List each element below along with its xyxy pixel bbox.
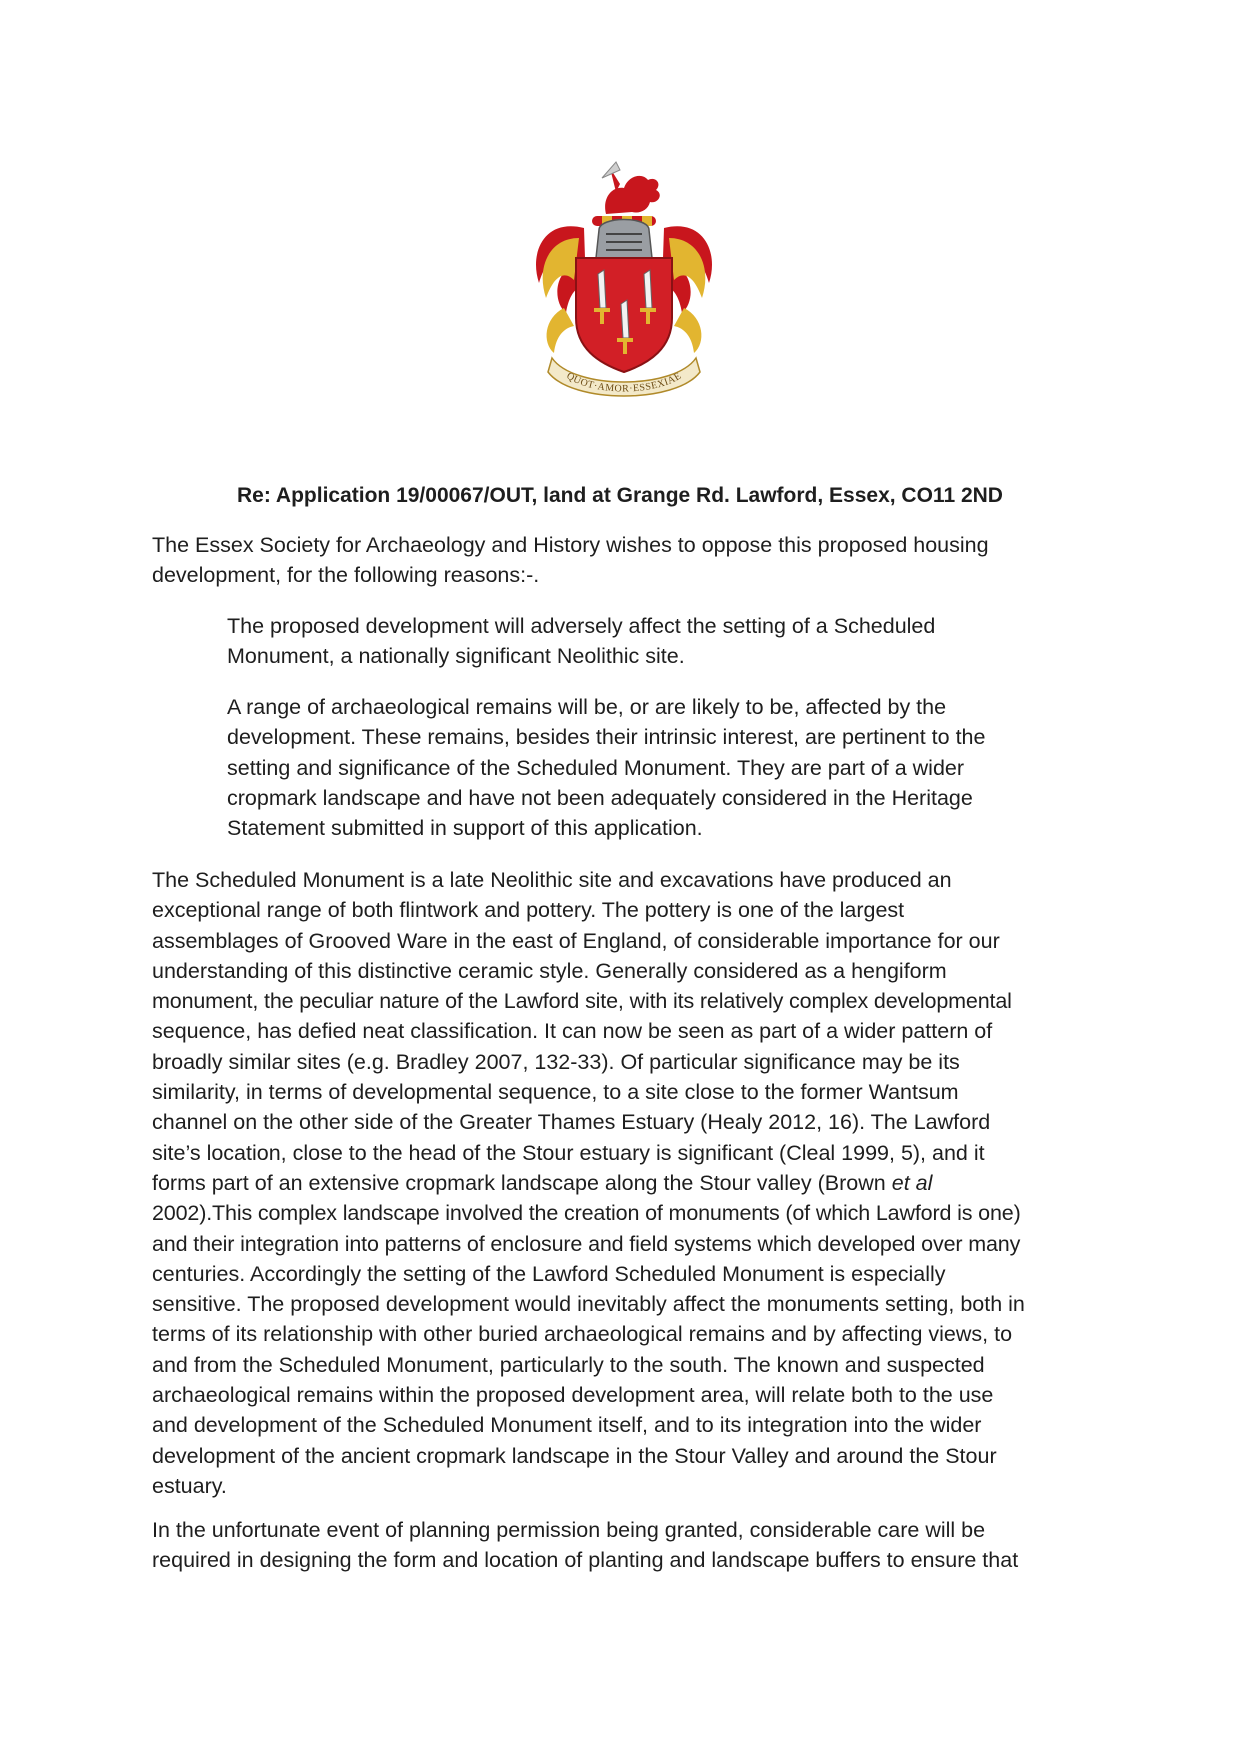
text-line: sensitive. The proposed development would inevitably affect the monuments setting, both in (152, 1292, 1025, 1317)
text-line: sequence, has defied neat classification. It can now be seen as part of a wider pattern of (152, 1019, 993, 1044)
text-line: In the unfortunate event of planning permission being granted, considerable care will be (152, 1518, 986, 1542)
reason-paragraph-1 (227, 611, 1087, 672)
text-line: A range of archaeological remains will be, or are likely to be, affected by the (227, 695, 947, 719)
text-line-with-italic (152, 1168, 1107, 1198)
text-line: Monument, a nationally significant Neolithic site. (227, 644, 685, 669)
italic-et-al: et al (891, 1170, 933, 1195)
text-line: and their integration into patterns of enclosure and field systems which developed over many (152, 1231, 1021, 1256)
text-line: and from the Scheduled Monument, particularly to the south. The known and suspected (152, 1352, 985, 1377)
crest-motto: QUOT·AMOR·ESSEXIAE (564, 370, 684, 395)
intro-paragraph (152, 530, 1102, 591)
text-line: development, for the following reasons:-. (152, 563, 540, 588)
text-line: similarity, in terms of developmental sequence, to a site close to the former Wantsum (152, 1080, 959, 1105)
text-segment: forms part of an extensive cropmark landscape along the Stour valley (Brown (152, 1170, 892, 1195)
text-line: understanding of this distinctive ceramic style. Generally considered as a hengiform (152, 958, 947, 983)
text-line: Statement submitted in support of this application. (227, 816, 703, 841)
reason-paragraph-2 (227, 692, 1087, 843)
text-line: centuries. Accordingly the setting of the Lawford Scheduled Monument is especially (152, 1261, 946, 1286)
text-line: The proposed development will adversely affect the setting of a Scheduled (227, 614, 936, 638)
text-line: monument, the peculiar nature of the Lawford site, with its relatively complex developmental (152, 989, 1012, 1014)
text-line: setting and significance of the Scheduled Monument. They are part of a wider (227, 755, 965, 780)
text-line: development of the ancient cropmark landscape in the Stour Valley and around the Stour (152, 1443, 997, 1468)
document-title: Re: Application 19/00067/OUT, land at Grange Rd. Lawford, Essex, CO11 2ND (237, 484, 1003, 507)
text-line: cropmark landscape and have not been adequately considered in the Heritage (227, 785, 973, 810)
society-crest-logo (524, 158, 724, 406)
final-paragraph (152, 1515, 1107, 1576)
text-line: terms of its relationship with other buried archaeological remains and by affecting views, to (152, 1322, 1013, 1347)
text-line: The Essex Society for Archaeology and History wishes to oppose this proposed housing (152, 533, 989, 557)
text-line: assemblages of Grooved Ware in the east of England, of considerable importance for our (152, 928, 1000, 953)
text-line: site’s location, close to the head of the Stour estuary is significant (Cleal 1999, 5), and it (152, 1140, 985, 1165)
text-line: 2002).This complex landscape involved the creation of monuments (of which Lawford is one) (152, 1201, 1021, 1226)
text-line: and development of the Scheduled Monument itself, and to its integration into the wider (152, 1413, 982, 1438)
text-line: exceptional range of both flintwork and pottery. The pottery is one of the largest (152, 898, 905, 923)
text-line: The Scheduled Monument is a late Neolithic site and excavations have produced an (152, 868, 952, 892)
text-line: estuary. (152, 1473, 227, 1498)
text-line: channel on the other side of the Greater Thames Estuary (Healy 2012, 16). The Lawford (152, 1110, 991, 1135)
text-line: archaeological remains within the proposed development area, will relate both to the use (152, 1383, 994, 1408)
text-line: required in designing the form and location of planting and landscape buffers to ensure that (152, 1548, 1019, 1573)
text-line: development. These remains, besides their intrinsic interest, are pertinent to the (227, 725, 986, 750)
text-line: broadly similar sites (e.g. Bradley 2007, 132-33). Of particular significance may be its (152, 1049, 960, 1074)
body-paragraph (152, 865, 1107, 1501)
